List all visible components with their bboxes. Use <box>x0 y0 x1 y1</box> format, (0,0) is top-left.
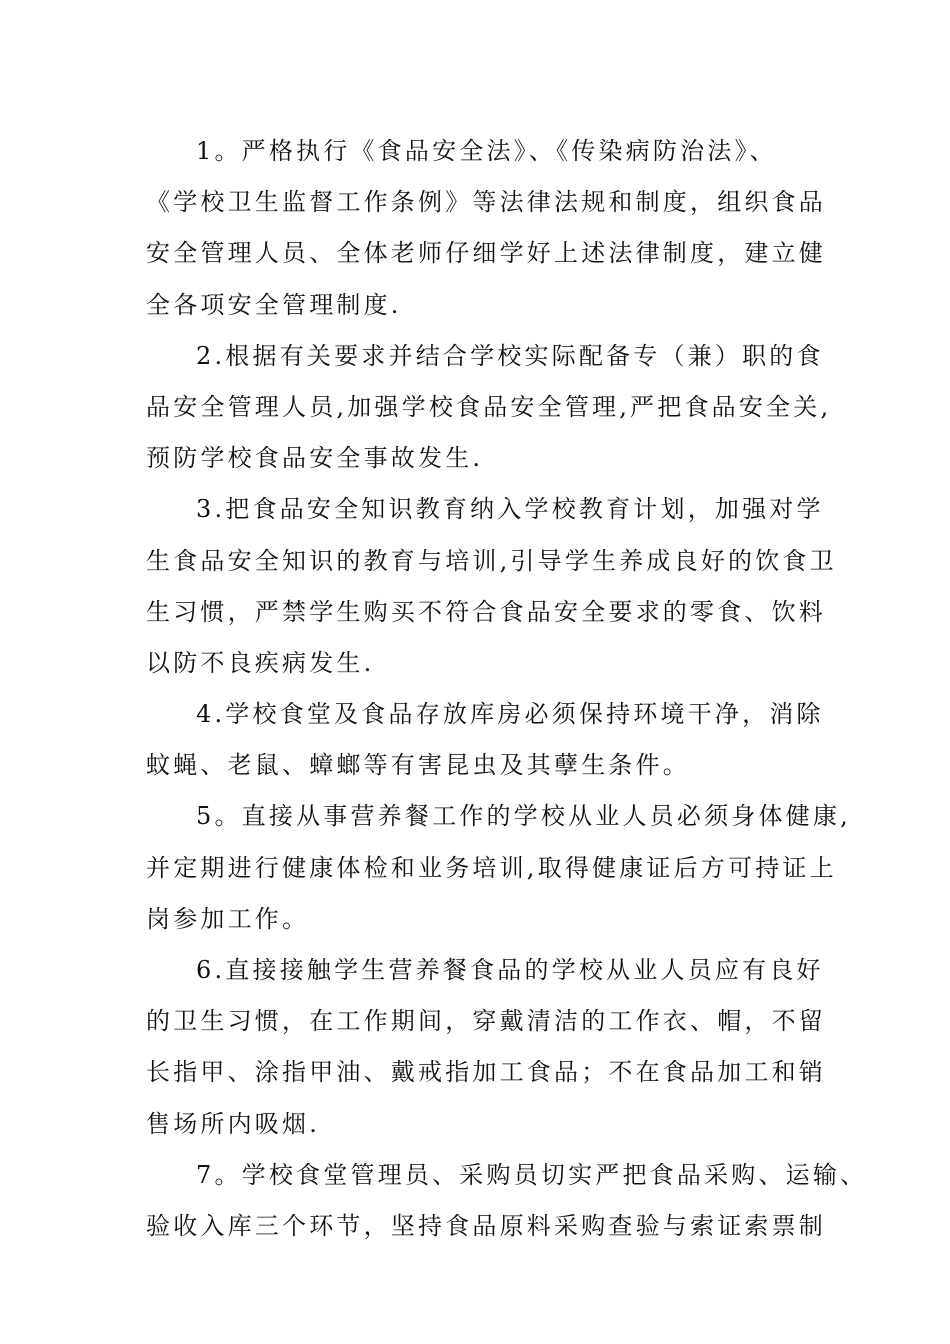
text-line: 岗参加工作。 <box>146 904 310 933</box>
text-line: 《学校卫生监督工作条例》等法律法规和制度，组织食品 <box>146 188 826 217</box>
text-line: 生食品安全知识的教育与培训,引导学生养成良好的饮食卫 <box>146 546 837 575</box>
text-line: 长指甲、涂指甲油、戴戒指加工食品；不在食品加工和销 <box>146 1058 826 1087</box>
paragraph-5 <box>146 791 851 945</box>
text-line: 蚊蝇、老鼠、蟑螂等有害昆虫及其孽生条件。 <box>146 751 690 780</box>
text-line: 4.学校食堂及食品存放库房必须保持环境干净，消除 <box>196 700 824 729</box>
text-line: 1。严格执行《食品安全法》、《传染病防治法》、 <box>196 137 777 165</box>
text-line: 并定期进行健康体检和业务培训,取得健康证后方可持证上 <box>146 853 837 882</box>
text-line: 全各项安全管理制度. <box>146 290 402 319</box>
paragraph-1 <box>146 126 826 331</box>
text-line: 6.直接接触学生营养餐食品的学校从业人员应有良好 <box>196 956 824 984</box>
text-line: 的卫生习惯，在工作期间，穿戴清洁的工作衣、帽，不留 <box>146 1007 826 1036</box>
text-line: 售场所内吸烟. <box>146 1109 321 1138</box>
text-line: 以防不良疾病发生. <box>146 648 375 677</box>
text-line: 验收入库三个环节，坚持食品原料采购查验与索证索票制 <box>146 1211 826 1240</box>
text-line: 安全管理人员、全体老师仔细学好上述法律制度，建立健 <box>146 239 826 268</box>
text-line: 5。直接从事营养餐工作的学校从业人员必须身体健康, <box>196 802 851 831</box>
paragraph-2 <box>146 331 832 485</box>
text-line: 生习惯，严禁学生购买不符合食品安全要求的零食、饮料 <box>146 597 826 626</box>
text-line: 7。学校食堂管理员、采购员切实严把食品采购、运输、 <box>196 1160 868 1189</box>
text-line: 预防学校食品安全事故发生. <box>146 444 484 473</box>
paragraph-7 <box>146 1150 868 1252</box>
text-line: 3.把食品安全知识教育纳入学校教育计划，加强对学 <box>196 495 824 524</box>
text-line: 2.根据有关要求并结合学校实际配备专（兼）职的食 <box>196 341 824 370</box>
paragraph-4 <box>146 689 824 791</box>
document-body <box>146 126 868 1252</box>
paragraph-3 <box>146 484 837 689</box>
text-line: 品安全管理人员,加强学校食品安全管理,严把食品安全关, <box>146 392 832 421</box>
paragraph-6 <box>146 945 826 1150</box>
